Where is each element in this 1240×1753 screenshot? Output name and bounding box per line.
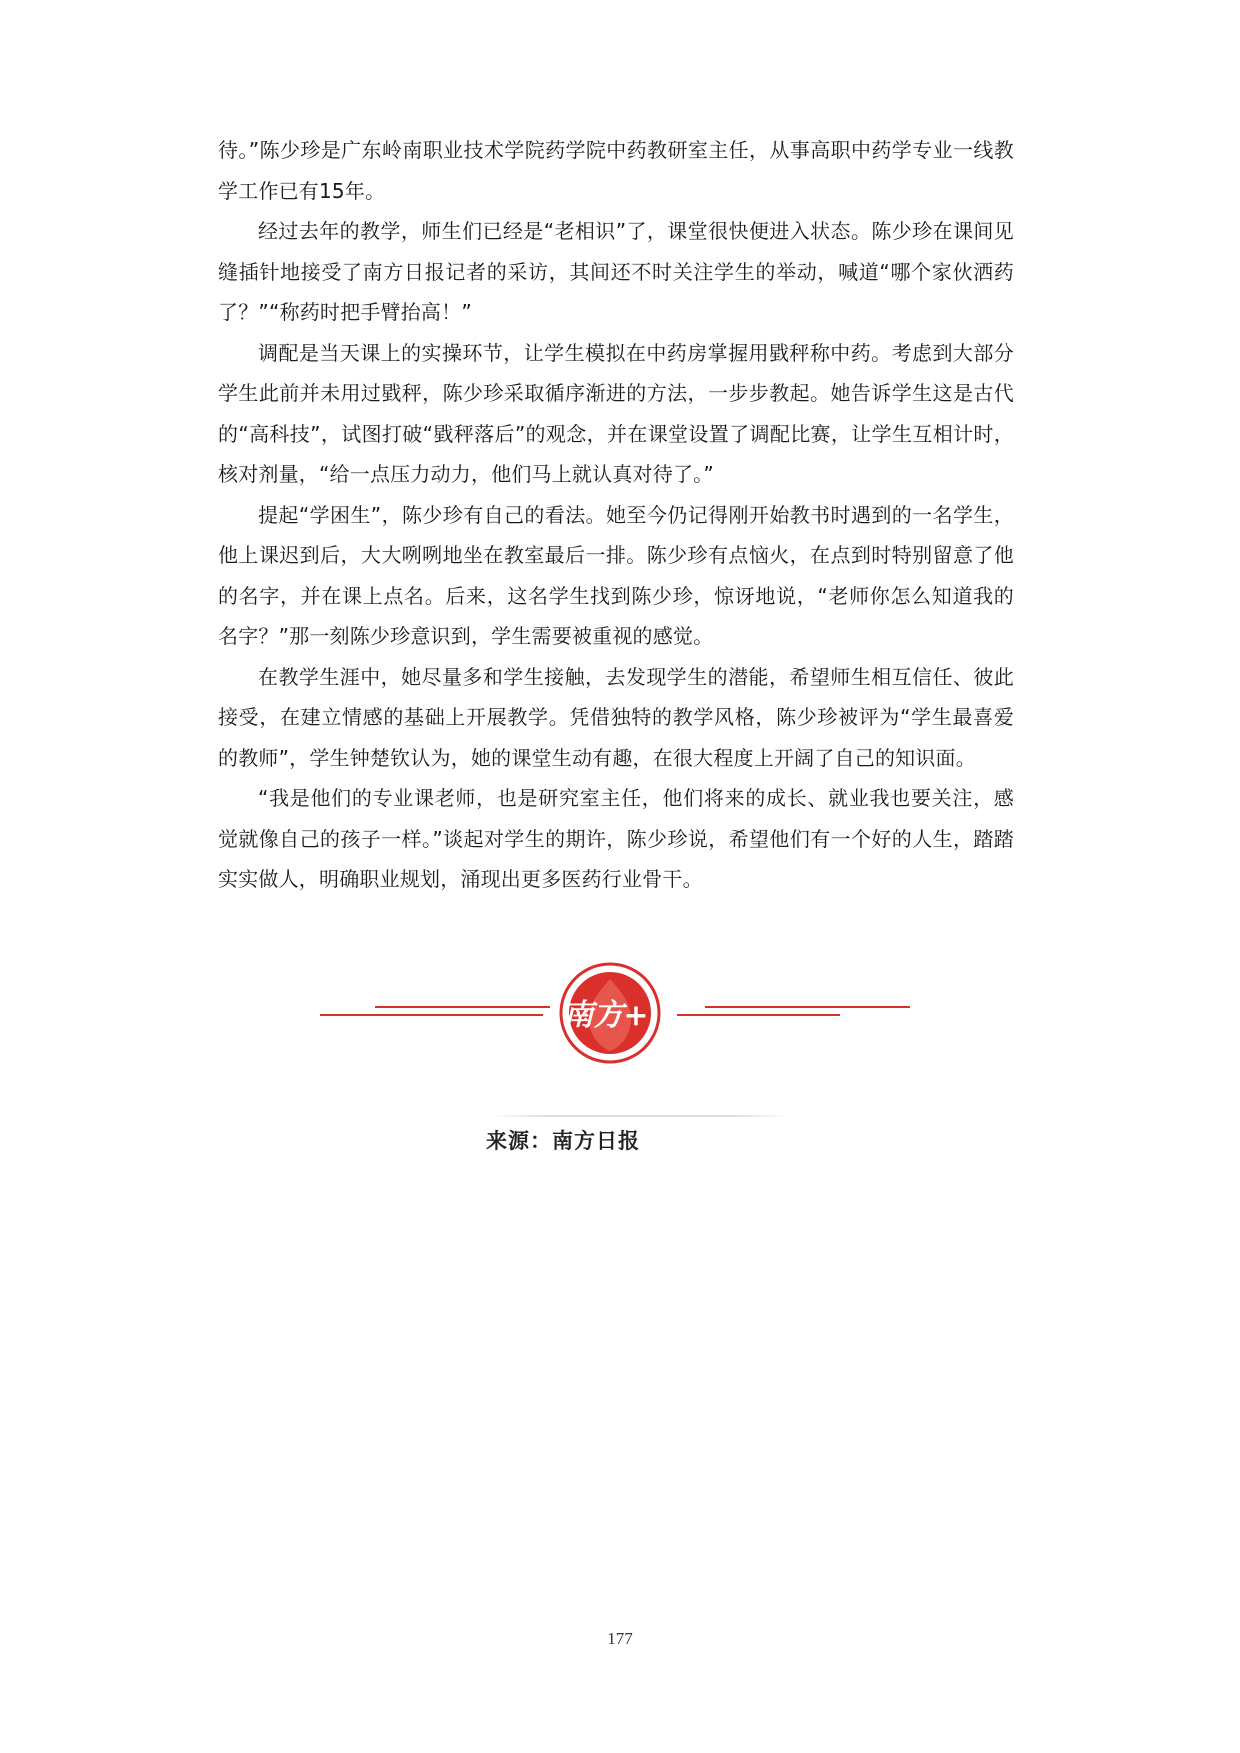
nanfang-plus-logo-icon (310, 955, 930, 1075)
page-number: 177 (607, 1629, 633, 1648)
article-body (218, 130, 1014, 900)
article-paragraph: 调配是当天课上的实操环节，让学生模拟在中药房掌握用戥秤称中药。考虑到大部分学生此前并未用过戥秤，陈少珍采取循序渐进的方法，一步步教起。她告诉学生这是古代的“高科技”，试图打破“戥秤落后”的观念，并在课堂设置了调配比赛，让学生互相计时，核对剂量，“给一点压力动力，他们马上就认真对待了。” (218, 340, 1014, 486)
logo-text: 南方+ (563, 998, 649, 1033)
source-label: 来源：南方日报 (486, 1129, 640, 1153)
article-paragraph: 提起“学困生”，陈少珍有自己的看法。她至今仍记得刚开始教书时遇到的一名学生，他上课迟到后，大大咧咧地坐在教室最后一排。陈少珍有点恼火，在点到时特别留意了他的名字，并在课上点名。后来，这名学生找到陈少珍，惊讶地说，“老师你怎么知道我的名字？”那一刻陈少珍意识到，学生需要被重视的感觉。 (218, 502, 1014, 648)
section-divider (310, 955, 930, 1075)
article-paragraph: 在教学生涯中，她尽量多和学生接触，去发现学生的潜能，希望师生相互信任、彼此接受，在建立情感的基础上开展教学。凭借独特的教学风格，陈少珍被评为“学生最喜爱的教师”，学生钟楚钦认为，她的课堂生动有趣，在很大程度上开阔了自己的知识面。 (218, 664, 1014, 770)
article-paragraph: “我是他们的专业课老师，也是研究室主任，他们将来的成长、就业我也要关注，感觉就像自己的孩子一样。”谈起对学生的期许，陈少珍说，希望他们有一个好的人生，踏踏实实做人，明确职业规划，涌现出更多医药行业骨干。 (218, 786, 1014, 891)
article-paragraph: 待。”陈少珍是广东岭南职业技术学院药学院中药教研室主任，从事高职中药学专业一线教学工作已有15年。 (218, 138, 1014, 203)
source-divider (490, 1115, 790, 1117)
article-paragraph: 经过去年的教学，师生们已经是“老相识”了，课堂很快便进入状态。陈少珍在课间见缝插针地接受了南方日报记者的采访，其间还不时关注学生的举动，喊道“哪个家伙洒药了？”“称药时把手臂抬高！” (218, 219, 1014, 324)
